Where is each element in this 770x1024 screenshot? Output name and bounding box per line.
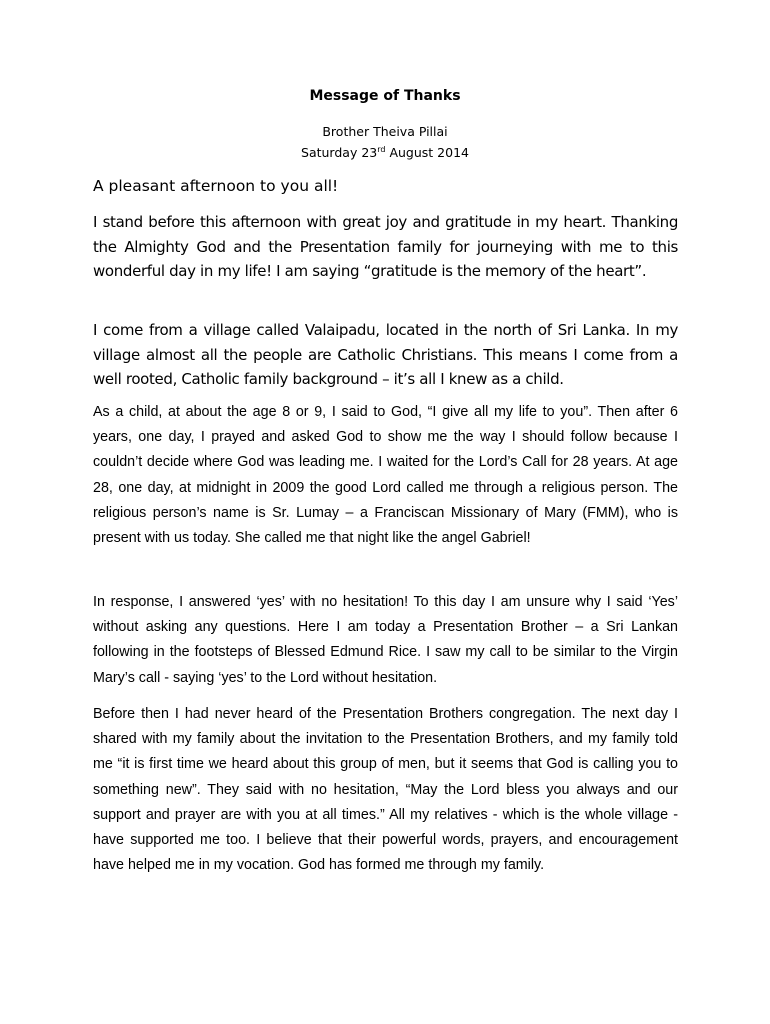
date-month-year: August 2014 [385,145,469,160]
document-title: Message of Thanks [309,88,461,104]
date-day: Saturday 23 [301,145,378,160]
paragraph-village: I come from a village called Valaipadu, located in the north of Sri Lanka. In my village almost all the people are Catholic Christians. This means I come from a well rooted, Catholic family background – it’s all I knew as a child. [93,321,678,388]
author-line: Brother Theiva Pillai [322,124,448,139]
date-ordinal: rd [377,144,386,154]
paragraph-response: In response, I answered ‘yes’ with no hesitation! To this day I am unsure why I said ‘Yes’ without asking any questions. Here I am today a Presentation Brother – a Sri Lankan following in the footsteps of Blessed Edmund Rice. I saw my call to be similar to the Virgin Mary’s call - saying ‘yes’ to the Lord without hesitation. [93,594,678,686]
paragraph-childhood-call: As a child, at about the age 8 or 9, I said to God, “I give all my life to you”. Then after 6 years, one day, I prayed and asked God to show me the way I should follow because I couldn’t decide where God was leading me. I waited for the Lord’s Call for 28 years. At age 28, one day, at midnight in 2009 the good Lord called me through a religious person. The religious person’s name is Sr. Lumay – a Franciscan Missionary of Mary (FMM), who is present with us today. She called me that night like the angel Gabriel! [93,404,678,547]
paragraph-family: Before then I had never heard of the Presentation Brothers congregation. The next day I shared with my family about the invitation to the Presentation Brothers, and my family told me “it is first time we heard about this group of men, but it seems that God is calling you to something new”. They said with no hesitation, “May the Lord bless you always and our support and prayer are with you at all times.” All my relatives - which is the whole village - have supported me too. I believe that their powerful words, prayers, and encouragement have helped me in my vocation. God has formed me through my family. [93,706,678,874]
greeting: A pleasant afternoon to you all! [93,177,339,195]
date-line [0,145,770,160]
paragraph-gratitude: I stand before this afternoon with great joy and gratitude in my heart. Thanking the Almighty God and the Presentation family for journeying with me to this wonderful day in my life! I am saying “gratitude is the memory of the heart”. [93,213,678,280]
